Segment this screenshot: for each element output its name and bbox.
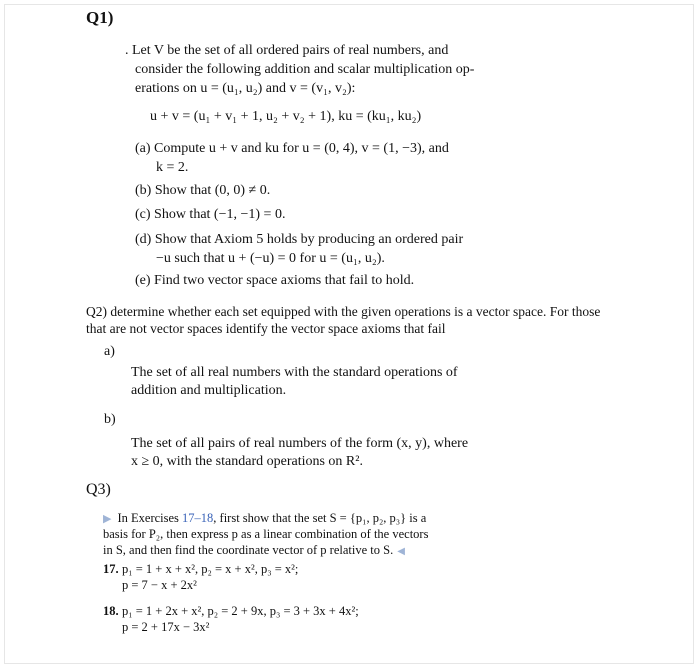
q1-part-d-line2: −u such that u + (−u) = 0 for u = (u₁, u₂).: [156, 251, 385, 266]
q2-b-label: b): [104, 412, 116, 427]
q1-part-a-line1: (a) Compute u + v and ku for u = (0, 4), v = (1, −3), and: [135, 141, 449, 156]
q2-prompt-line1: Q2) determine whether each set equipped with the given operations is a vector space. For those: [86, 304, 601, 319]
play-arrow-icon: ▶: [103, 513, 112, 525]
exercise-17-number: 17.: [103, 562, 119, 576]
q2-a-text-line2: addition and multiplication.: [131, 383, 287, 398]
q3-intro-line3-text: in S, and then find the coordinate vector of p relative to S.: [103, 543, 394, 557]
q3-intro-line1: [103, 511, 426, 528]
q3-intro-line2: basis for P₂, then express p as a linear combination of the vectors: [103, 527, 429, 541]
exercise-range-link[interactable]: 17–18: [182, 511, 214, 525]
q1-part-b: (b) Show that (0, 0) ≠ 0.: [135, 183, 271, 198]
q2-a-label: a): [104, 344, 115, 359]
q1-part-d-line1: (d) Show that Axiom 5 holds by producing an ordered pair: [135, 232, 464, 247]
q3-intro-line3: [103, 543, 405, 560]
q2-a-text-line1: The set of all real numbers with the standard operations of: [131, 365, 458, 380]
q1-part-c: (c) Show that (−1, −1) = 0.: [135, 207, 286, 222]
q1-part-a-line2: k = 2.: [156, 160, 189, 175]
q1-part-e: (e) Find two vector space axioms that fail to hold.: [135, 273, 415, 288]
q1-operations-equation: u + v = (u₁ + v₁ + 1, u₂ + v₂ + 1), ku = (ku₁, ku₂): [150, 109, 422, 124]
exercise-18-line2: p = 2 + 17x − 3x²: [122, 620, 210, 634]
q2-b-text-line1: The set of all pairs of real numbers of the form (x, y), where: [131, 436, 469, 451]
q1-intro-line3: erations on u = (u₁, u₂) and v = (v₁, v₂):: [135, 81, 356, 96]
q1-intro-line1: . Let V be the set of all ordered pairs of real numbers, and: [125, 43, 449, 58]
q2-prompt-line2: that are not vector spaces identify the vector space axioms that fail: [86, 321, 446, 336]
exercise-18-number: 18.: [103, 604, 119, 618]
q3-intro-post: , first show that the set S = {p₁, p₂, p₃} is a: [213, 511, 427, 525]
q1-heading: Q1): [86, 8, 114, 27]
q1-intro-line2: consider the following addition and scalar multiplication op-: [135, 62, 475, 77]
exercise-17-line2: p = 7 − x + 2x²: [122, 578, 197, 592]
q3-intro-pre: In Exercises: [117, 511, 183, 525]
q2-b-text-line2: x ≥ 0, with the standard operations on R².: [131, 454, 363, 469]
exercise-17-line1: p₁ = 1 + x + x², p₂ = x + x², p₃ = x²;: [122, 562, 299, 576]
back-arrow-icon: ◀: [397, 546, 405, 557]
q3-heading: Q3): [86, 481, 111, 498]
exercise-18-line1: p₁ = 1 + 2x + x², p₂ = 2 + 9x, p₃ = 3 + 3x + 4x²;: [122, 604, 359, 618]
